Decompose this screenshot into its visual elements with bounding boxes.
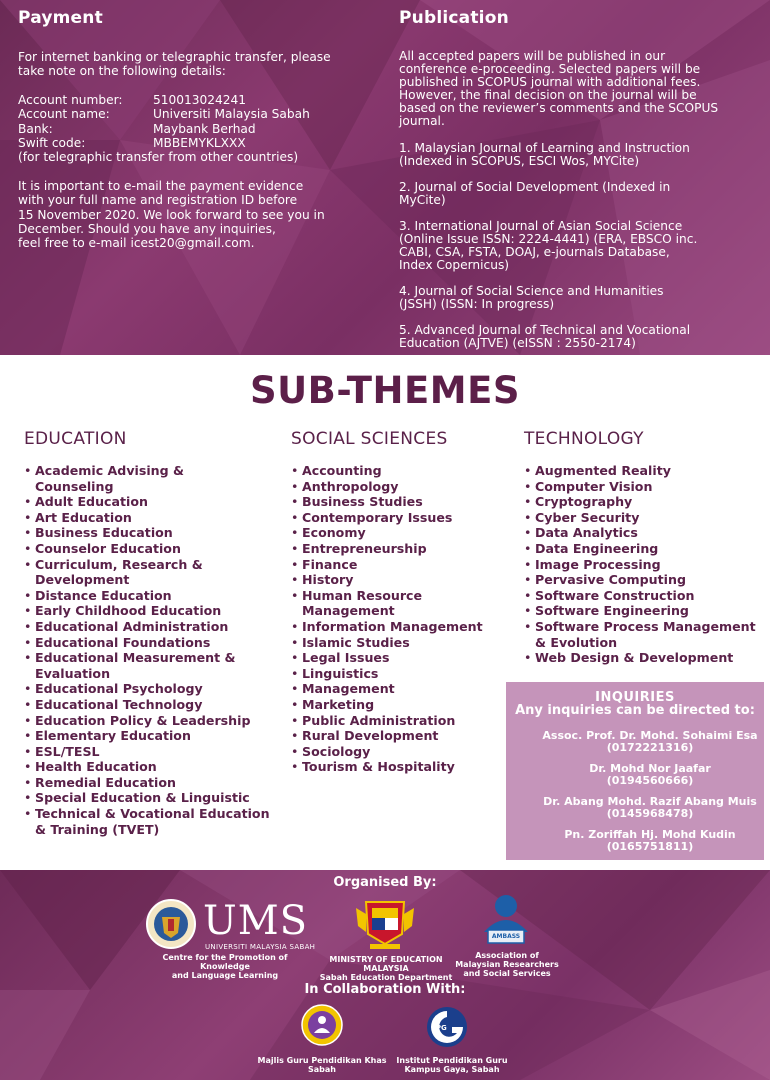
sub-theme-item: • Cryptography xyxy=(524,494,764,510)
contact-entry: Dr. Abang Mohd. Razif Abang Muis (0145968478) xyxy=(543,795,757,820)
technology-list xyxy=(524,463,764,666)
sub-theme-item: • Software Engineering xyxy=(524,603,764,619)
payment-intro: For internet banking or telegraphic transfer, please take note on the following details: xyxy=(18,50,331,79)
sub-theme-item: • Business Studies xyxy=(291,494,506,510)
journal-item: 3. International Journal of Asian Social Science (Online Issue ISSN: 2224-4441) (ERA, EBSCO inc. CABI, CSA, FSTA, DOAJ, e-journals Database, Index Copernicus) xyxy=(399,219,698,272)
contact-entry: Assoc. Prof. Dr. Mohd. Sohaimi Esa (0172221316) xyxy=(542,729,758,754)
mgpk-caption: Majlis Guru Pendidikan Khas Sabah xyxy=(257,1056,387,1074)
sub-theme-item: • Contemporary Issues xyxy=(291,510,506,526)
sub-theme-item: • Elementary Education xyxy=(24,728,279,744)
sub-theme-item: • Educational Technology xyxy=(24,697,279,713)
technology-heading: TECHNOLOGY xyxy=(524,429,644,449)
sub-theme-item: • Augmented Reality xyxy=(524,463,764,479)
education-heading: EDUCATION xyxy=(24,429,127,449)
journal-item: 1. Malaysian Journal of Learning and Instruction (Indexed in SCOPUS, ESCI Wos, MYCite) xyxy=(399,141,690,168)
sub-theme-item: • Curriculum, Research & Development xyxy=(24,557,279,588)
account-row: Account number: 510013024241 xyxy=(18,92,247,107)
ums-caption: Centre for the Promotion of Knowledge and Language Learning xyxy=(162,953,288,980)
sub-themes-section xyxy=(0,355,770,870)
sub-theme-item: • ESL/TESL xyxy=(24,744,279,760)
sub-theme-item: • Educational Foundations xyxy=(24,635,279,651)
ums-subtitle: UNIVERSITI MALAYSIA SABAH xyxy=(205,943,316,951)
ambass-caption: Association of Malaysian Researchers and Social Services xyxy=(455,951,559,978)
sub-theme-item: • Early Childhood Education xyxy=(24,603,279,619)
journal-item: 5. Advanced Journal of Technical and Vocational Education (AJTVE) (eISSN : 2550-2174) xyxy=(399,323,691,350)
sub-theme-item: • Educational Psychology xyxy=(24,681,279,697)
sub-theme-item: • Business Education xyxy=(24,525,279,541)
social-sciences-list xyxy=(291,463,506,775)
sub-theme-item: • Counselor Education xyxy=(24,541,279,557)
inquiries-title: INQUIRIES xyxy=(595,690,675,705)
education-column xyxy=(24,429,279,837)
top-band xyxy=(0,0,770,355)
sub-themes-title: SUB-THEMES xyxy=(249,369,521,412)
account-details xyxy=(18,93,378,165)
moe-caption: MINISTRY OF EDUCATION MALAYSIA Sabah Education Department xyxy=(319,955,453,982)
inquiries-subtitle: Any inquiries can be directed to: xyxy=(515,703,755,718)
sub-theme-item: • Web Design & Development xyxy=(524,650,764,666)
sub-theme-item: • Public Administration xyxy=(291,713,506,729)
sub-theme-item: • Cyber Security xyxy=(524,510,764,526)
sub-theme-item: • Computer Vision xyxy=(524,479,764,495)
ambass-logo-text: AMBASS xyxy=(491,933,521,940)
sub-theme-item: • History xyxy=(291,572,506,588)
education-list xyxy=(24,463,279,837)
sub-theme-item: • Academic Advising & Counseling xyxy=(24,463,279,494)
social-sciences-column xyxy=(291,429,506,775)
sub-theme-item: • Health Education xyxy=(24,759,279,775)
sub-theme-item: • Legal Issues xyxy=(291,650,506,666)
sub-theme-item: • Accounting xyxy=(291,463,506,479)
sub-theme-item: • Software Process Management & Evolution xyxy=(524,619,764,650)
sub-theme-item: • Islamic Studies xyxy=(291,635,506,651)
payment-section xyxy=(18,8,378,251)
inquiries-box xyxy=(506,682,764,860)
sub-theme-item: • Special Education & Linguistic xyxy=(24,790,279,806)
sub-theme-item: • Distance Education xyxy=(24,588,279,604)
payment-reminder: It is important to e-mail the payment evidence with your full name and registration ID before 15 November 2020. We look forward to see you in December. Should you have any inquiries, feel free to e-mail icest20@gmail.com. xyxy=(18,178,325,251)
sub-theme-item: • Entrepreneurship xyxy=(291,541,506,557)
swift-note: (for telegraphic transfer from other countries) xyxy=(18,150,299,165)
sub-theme-item: • Educational Administration xyxy=(24,619,279,635)
ipg-caption: Institut Pendidikan Guru Kampus Gaya, Sabah xyxy=(396,1056,508,1074)
account-row: Account name: Universiti Malaysia Sabah xyxy=(18,107,310,122)
sub-theme-item: • Art Education xyxy=(24,510,279,526)
social-sciences-heading: SOCIAL SCIENCES xyxy=(291,429,448,449)
sub-theme-item: • Economy xyxy=(291,525,506,541)
sub-theme-item: • Data Engineering xyxy=(524,541,764,557)
sub-theme-item: • Anthropology xyxy=(291,479,506,495)
journal-item: 2. Journal of Social Development (Indexed in MyCite) xyxy=(399,180,671,207)
mgpk-logo xyxy=(300,1003,344,1051)
sub-theme-item: • Tourism & Hospitality xyxy=(291,759,506,775)
sub-theme-item: • Technical & Vocational Education & Training (TVET) xyxy=(24,806,279,837)
sub-theme-item: • Software Construction xyxy=(524,588,764,604)
sub-theme-item: • Marketing xyxy=(291,697,506,713)
ums-wordmark: UMS xyxy=(203,898,309,944)
sub-theme-item: • Finance xyxy=(291,557,506,573)
organised-by-heading: Organised By: xyxy=(333,875,437,890)
sub-theme-item: • Information Management xyxy=(291,619,506,635)
sub-theme-item: • Remedial Education xyxy=(24,775,279,791)
sub-theme-item: • Linguistics xyxy=(291,666,506,682)
sub-theme-item: • Educational Measurement & Evaluation xyxy=(24,650,279,681)
sub-theme-item: • Rural Development xyxy=(291,728,506,744)
publication-section xyxy=(399,8,764,350)
sub-theme-item: • Management xyxy=(291,681,506,697)
publication-intro: All accepted papers will be published in our conference e-proceeding. Selected papers will be published in SCOPUS journal with additional fees. However, the final decision on the journal will be based on the reviewer’s comments and the SCOPUS journal. xyxy=(399,49,719,128)
sub-theme-item: • Pervasive Computing xyxy=(524,572,764,588)
payment-title: Payment xyxy=(18,8,103,28)
sub-theme-item: • Human Resource Management xyxy=(291,588,506,619)
sub-theme-item: • Adult Education xyxy=(24,494,279,510)
technology-column xyxy=(524,429,764,666)
sub-theme-item: • Data Analytics xyxy=(524,525,764,541)
contact-entry: Dr. Mohd Nor Jaafar (0194560666) xyxy=(589,762,711,787)
publication-title: Publication xyxy=(399,8,509,28)
sub-theme-item: • Sociology xyxy=(291,744,506,760)
ipg-logo-text: IPG xyxy=(433,1024,447,1032)
collaboration-heading: In Collaboration With: xyxy=(304,982,466,997)
ums-crest-logo xyxy=(145,897,197,951)
journal-item: 4. Journal of Social Science and Humanities (JSSH) (ISSN: In progress) xyxy=(399,284,664,311)
account-row: Swift code: MBBEMYKLXXX xyxy=(18,136,246,151)
moe-crest-logo xyxy=(352,894,418,952)
sub-theme-item: • Education Policy & Leadership xyxy=(24,713,279,729)
contact-entry: Pn. Zoriffah Hj. Mohd Kudin (0165751811) xyxy=(564,828,736,853)
footer-band xyxy=(0,870,770,1080)
account-row: Bank: Maybank Berhad xyxy=(18,121,256,136)
sub-theme-item: • Image Processing xyxy=(524,557,764,573)
